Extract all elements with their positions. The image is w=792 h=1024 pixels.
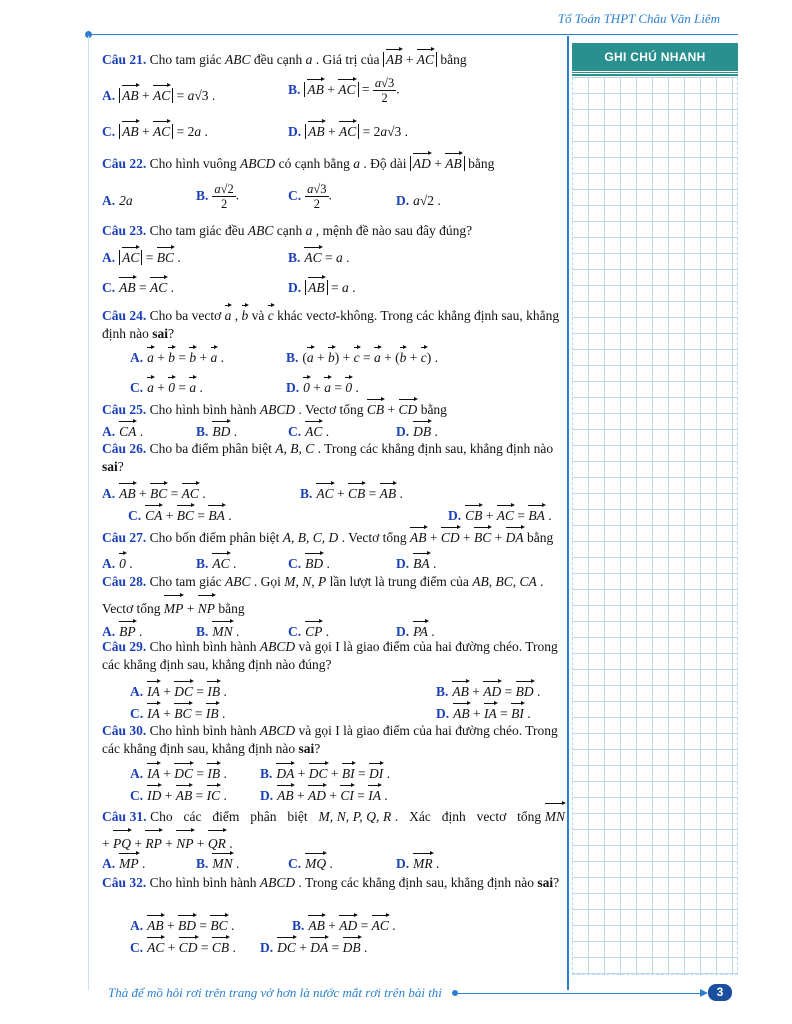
option-21-b[interactable]: B. AB + AC = $\frac{a√3}{2}$ .	[288, 76, 400, 105]
option-31-c[interactable]: C. MQ .	[288, 852, 333, 873]
question-stem: Cho tam giác ABC đều cạnh a . Giá trị của AB + AC bằng	[150, 52, 467, 67]
footer-quote: Thà để mồ hôi rơi trên trang vở hơn là nước mắt rơi trên bài thi	[108, 985, 442, 1000]
option-31-a[interactable]: A. MP .	[102, 852, 145, 873]
header-title: Tổ Toán THPT Châu Văn Liêm	[557, 11, 720, 26]
option-25-b[interactable]: B. BD .	[196, 420, 237, 441]
option-32-d[interactable]: D. DC + DA = DB .	[260, 936, 367, 957]
question-32: Câu 32. Cho hình bình hành ABCD . Trong các khẳng định sau, khẳng định nào sai?	[102, 875, 560, 890]
question-31: Câu 31. Cho các điểm phân biệt M, N, P, Q, R . Xác định vectơ tổng MN + PQ + RP + NP + QR .	[102, 802, 565, 856]
option-25-c[interactable]: C. AC .	[288, 420, 329, 441]
option-24-d[interactable]: D. 0 + a = 0 .	[286, 376, 359, 397]
option-28-c[interactable]: C. CP .	[288, 620, 329, 641]
notes-grid	[572, 77, 738, 975]
option-32-a[interactable]: A. AB + BD = BC .	[130, 914, 234, 935]
footer-rule	[455, 993, 705, 994]
option-21-d[interactable]: D. AB + AC = 2a√3 .	[288, 120, 408, 141]
option-29-a[interactable]: A. IA + DC = IB .	[130, 680, 227, 701]
option-22-d[interactable]: D. a√2 .	[396, 193, 441, 208]
option-31-d[interactable]: D. MR .	[396, 852, 439, 873]
option-27-b[interactable]: B. AC .	[196, 552, 236, 573]
question-27: Câu 27. Cho bốn điểm phân biệt A, B, C, D . Vectơ tổng AB + CD + BC + DA bằng	[102, 526, 565, 547]
question-28: Câu 28. Cho tam giác ABC . Gọi M, N, P lần lượt là trung điểm của AB, BC, CA . Vectơ tổng MP + NP bằng	[102, 570, 565, 621]
header-rule	[88, 34, 738, 35]
option-32-c[interactable]: C. AC + CD = CB .	[130, 936, 236, 957]
quick-notes-panel	[572, 43, 738, 975]
option-21-c[interactable]: C. AB + AC = 2a .	[102, 120, 208, 141]
option-23-c[interactable]: C. AB = AC .	[102, 276, 174, 297]
notes-divider	[567, 36, 569, 990]
option-25-d[interactable]: D. DB .	[396, 420, 438, 441]
option-30-b[interactable]: B. DA + DC + BI = DI .	[260, 762, 390, 783]
option-22-b[interactable]: B. $\frac{a√2}{2}$ .	[196, 182, 240, 211]
option-31-b[interactable]: B. MN .	[196, 852, 239, 873]
page-number: 3	[708, 984, 732, 1001]
option-22-c[interactable]: C. $\frac{a√3}{2}$ .	[288, 182, 332, 211]
option-28-b[interactable]: B. MN .	[196, 620, 239, 641]
option-27-a[interactable]: A. 0 .	[102, 552, 133, 573]
option-24-a[interactable]: A. a + b = b + a .	[130, 346, 224, 367]
option-24-c[interactable]: C. a + 0 = a .	[130, 376, 203, 397]
question-25: Câu 25. Cho hình bình hành ABCD . Vectơ tổng CB + CD bằng	[102, 398, 565, 419]
option-32-b[interactable]: B. AB + AD = AC .	[292, 914, 396, 935]
option-23-a[interactable]: A. AC = BC .	[102, 246, 181, 267]
option-26-d[interactable]: D. CB + AC = BA .	[448, 504, 552, 525]
option-28-d[interactable]: D. PA .	[396, 620, 435, 641]
question-24: Câu 24. Cho ba vectơ a , b và c khác vectơ-không. Trong các khẳng định sau, khẳng định nào sai?	[102, 304, 565, 343]
option-22-a[interactable]: A. 2a	[102, 193, 133, 208]
option-23-b[interactable]: B. AC = a .	[288, 246, 350, 267]
question-label: Câu 21.	[102, 52, 147, 67]
option-26-a[interactable]: A. AB + BC = AC .	[102, 482, 206, 503]
option-25-a[interactable]: A. CA .	[102, 420, 143, 441]
option-30-c[interactable]: C. ID + AB = IC .	[130, 784, 227, 805]
option-29-b[interactable]: B. AB + AD = BD .	[436, 680, 540, 701]
question-23: Câu 23. Cho tam giác đều ABC cạnh a , mệnh đề nào sau đây đúng?	[102, 223, 473, 238]
option-26-c[interactable]: C. CA + BC = BA .	[128, 504, 232, 525]
option-26-b[interactable]: B. AC + CB = AB .	[300, 482, 403, 503]
option-29-d[interactable]: D. AB + IA = BI .	[436, 702, 531, 723]
question-21	[102, 48, 565, 69]
left-margin-rule	[88, 36, 89, 990]
option-27-c[interactable]: C. BD .	[288, 552, 330, 573]
option-30-a[interactable]: A. IA + DC = IB .	[130, 762, 227, 783]
question-30: Câu 30. Cho hình bình hành ABCD và gọi I là giao điểm của hai đường chéo. Trong các khẳng định sau, khẳng định nào sai?	[102, 723, 558, 756]
option-27-d[interactable]: D. BA .	[396, 552, 436, 573]
option-23-d[interactable]: D. AB = a .	[288, 276, 356, 297]
footer-arrow-icon	[700, 989, 708, 997]
option-24-b[interactable]: B. (a + b) + c = a + (b + c) .	[286, 346, 438, 367]
question-29: Câu 29. Cho hình bình hành ABCD và gọi I là giao điểm của hai đường chéo. Trong các khẳng định sau, khẳng định nào đúng?	[102, 639, 558, 672]
quick-notes-title: GHI CHÚ NHANH	[572, 43, 738, 74]
option-30-d[interactable]: D. AB + AD + CI = IA .	[260, 784, 388, 805]
option-21-a[interactable]: A. AB + AC = a√3 .	[102, 84, 215, 105]
question-22: Câu 22. Cho hình vuông ABCD có cạnh bằng a . Độ dài AD + AB bằng	[102, 152, 565, 173]
option-29-c[interactable]: C. IA + BC = IB .	[130, 702, 225, 723]
question-26: Câu 26. Cho ba điểm phân biệt A, B, C . Trong các khẳng định sau, khẳng định nào sai?	[102, 441, 554, 474]
option-28-a[interactable]: A. BP .	[102, 620, 142, 641]
